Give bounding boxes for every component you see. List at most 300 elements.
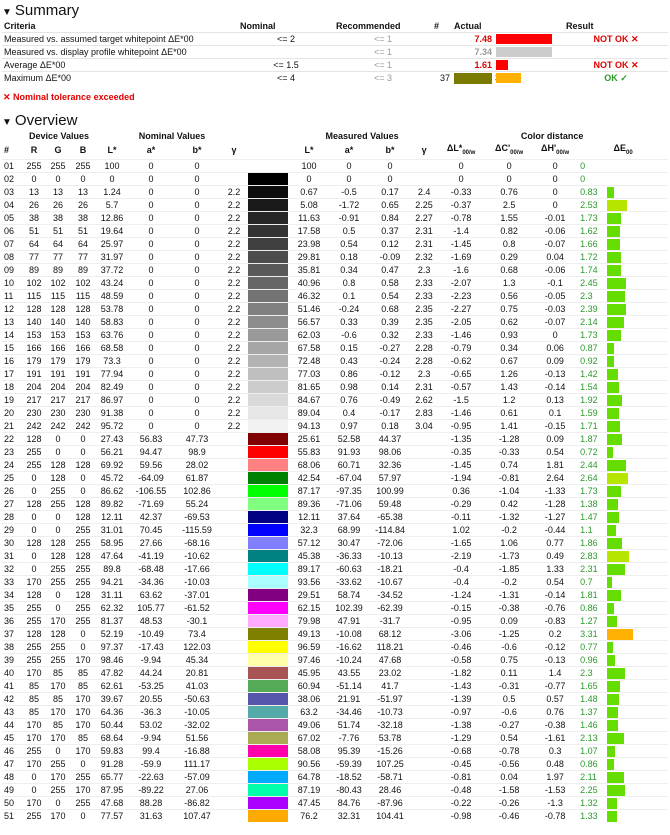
col-meas-gamma-cell: [412, 497, 436, 510]
patch-color: [248, 771, 288, 783]
col-g-cell: 38: [46, 211, 70, 224]
col-num-cell: 08: [2, 250, 22, 263]
num-cell: [432, 59, 452, 72]
patch-color: [248, 264, 288, 276]
col-meas-gamma-cell: [412, 796, 436, 809]
patch-color: [248, 290, 288, 302]
col-nom-gamma-cell: [220, 588, 248, 601]
delta-e-value: 1.92: [580, 394, 598, 405]
col-dh-header: $\Delta H'_{00/w}$: [541, 143, 570, 156]
col-g-cell: 170: [46, 614, 70, 627]
col-nom-l-cell: 58.95: [96, 536, 128, 549]
col-nom-b-cell: 45.34: [174, 653, 220, 666]
patch-swatch: [248, 692, 288, 705]
summary-row: [2, 59, 668, 72]
col-meas-gamma-cell: 2.33: [412, 276, 436, 289]
patch-color: [248, 615, 288, 627]
col-b-cell: 0: [70, 172, 96, 185]
col-meas-a-cell: -1.72: [330, 198, 368, 211]
col-r-cell: 166: [22, 341, 46, 354]
col-dh-cell: -0.76: [532, 601, 578, 614]
patch-color: [248, 407, 288, 419]
col-meas-a-cell: 52.58: [330, 432, 368, 445]
col-meas-b-cell: -65.38: [368, 510, 412, 523]
col-meas-l-cell: 89.04: [288, 406, 330, 419]
col-de-cell: [578, 484, 668, 497]
col-dc-cell: 0.93: [486, 328, 532, 341]
col-meas-a-cell: 58.74: [330, 588, 368, 601]
actual-value: 1.61: [474, 60, 492, 70]
delta-e-value: 2.11: [580, 771, 597, 782]
col-dh-cell: 1.4: [532, 666, 578, 679]
col-meas-a-cell: 0: [330, 172, 368, 185]
col-meas-l-cell: 51.46: [288, 302, 330, 315]
col-dl-cell: -1.39: [436, 692, 486, 705]
col-b-cell: 128: [70, 302, 96, 315]
col-de-cell: [578, 380, 668, 393]
col-meas-b-cell: -18.21: [368, 562, 412, 575]
delta-e-bar: [607, 668, 625, 679]
col-dl-cell: -0.79: [436, 341, 486, 354]
col-num-cell: 23: [2, 445, 22, 458]
col-dh-cell: -0.38: [532, 718, 578, 731]
col-nom-l-cell: 82.49: [96, 380, 128, 393]
col-g-cell: 85: [46, 692, 70, 705]
col-r-header: R: [30, 145, 38, 156]
col-dh-cell: -0.77: [532, 679, 578, 692]
summary-row: [2, 72, 668, 85]
delta-e-bar: [607, 564, 625, 575]
col-meas-a-cell: 0: [330, 159, 368, 172]
col-b-cell: 170: [70, 692, 96, 705]
col-meas-a-cell: 0.5: [330, 224, 368, 237]
delta-e-value: 0.7: [580, 576, 593, 587]
col-nom-b-cell: 0: [174, 380, 220, 393]
col-dh-cell: 1.97: [532, 770, 578, 783]
col-meas-gamma-cell: 2.35: [412, 302, 436, 315]
col-dh-cell: 0.49: [532, 549, 578, 562]
col-r-cell: 140: [22, 315, 46, 328]
patch-row: [2, 692, 668, 705]
col-num-cell: 28: [2, 510, 22, 523]
col-nom-gamma-cell: [220, 172, 248, 185]
col-meas-b-cell: 0.39: [368, 315, 412, 328]
col-dc-cell: 0.09: [486, 614, 532, 627]
delta-e-value: 2.31: [580, 563, 598, 574]
col-dl-cell: -1.65: [436, 536, 486, 549]
col-nom-gamma-cell: [220, 666, 248, 679]
col-r-cell: 0: [22, 549, 46, 562]
col-nom-l-cell: 27.43: [96, 432, 128, 445]
patch-row: [2, 497, 668, 510]
col-meas-l-cell: 49.13: [288, 627, 330, 640]
col-b-cell: 13: [70, 185, 96, 198]
delta-e-value: 2.64: [580, 472, 598, 483]
col-de-cell: [578, 757, 668, 770]
col-meas-gamma-header: γ: [421, 145, 427, 156]
col-num-cell: 43: [2, 705, 22, 718]
delta-e-value: 1.27: [580, 615, 598, 626]
col-dc-cell: -0.6: [486, 640, 532, 653]
col-de-cell: [578, 575, 668, 588]
col-meas-a-cell: -59.39: [330, 757, 368, 770]
col-meas-a-cell: 0.54: [330, 237, 368, 250]
col-meas-l-cell: 11.63: [288, 211, 330, 224]
col-r-cell: 85: [22, 679, 46, 692]
col-num-cell: 45: [2, 731, 22, 744]
col-meas-b-cell: -10.13: [368, 549, 412, 562]
col-g-cell: 191: [46, 367, 70, 380]
col-de-cell: [578, 679, 668, 692]
actual-bar-track: [496, 73, 552, 83]
delta-e-bar: [607, 291, 625, 302]
col-meas-l-cell: 89.17: [288, 562, 330, 575]
patch-color: [248, 303, 288, 315]
col-meas-l-cell: 67.02: [288, 731, 330, 744]
col-meas-gamma-cell: 2.4: [412, 185, 436, 198]
col-nom-a-cell: -59.9: [128, 757, 174, 770]
col-nom-a-cell: 27.66: [128, 536, 174, 549]
col-nom-l-cell: 98.46: [96, 653, 128, 666]
col-nom-gamma-cell: [220, 562, 248, 575]
nominal-values-header: Nominal Values: [138, 131, 206, 141]
col-nom-b-header: b*: [192, 145, 202, 156]
criteria-cell: Maximum ΔE*00: [2, 72, 238, 85]
col-meas-gamma-cell: 2.35: [412, 315, 436, 328]
col-r-cell: 170: [22, 575, 46, 588]
col-g-cell: 255: [46, 757, 70, 770]
patch-row: [2, 289, 668, 302]
col-nom-a-cell: 0: [128, 198, 174, 211]
col-meas-l-cell: 58.08: [288, 744, 330, 757]
patch-color: [248, 758, 288, 770]
col-dh-cell: 0: [532, 159, 578, 172]
col-nom-l-cell: 31.97: [96, 250, 128, 263]
patch-row: [2, 419, 668, 432]
delta-e-value: 0.96: [580, 654, 598, 665]
col-meas-gamma-cell: [412, 666, 436, 679]
patch-row: [2, 224, 668, 237]
col-nom-b-cell: -57.09: [174, 770, 220, 783]
col-de-cell: [578, 666, 668, 679]
col-dc-cell: -0.33: [486, 445, 532, 458]
delta-e-bar: [607, 707, 618, 718]
col-g-cell: 255: [46, 484, 70, 497]
delta-e-bar: [607, 187, 614, 198]
col-num-cell: 36: [2, 614, 22, 627]
col-b-cell: 230: [70, 406, 96, 419]
col-meas-a-cell: -7.76: [330, 731, 368, 744]
col-meas-a-cell: -0.5: [330, 185, 368, 198]
col-nom-b-cell: 41.03: [174, 679, 220, 692]
col-nom-b-cell: 0: [174, 341, 220, 354]
col-meas-a-cell: 43.55: [330, 666, 368, 679]
col-r-cell: 170: [22, 666, 46, 679]
col-de-cell: [578, 276, 668, 289]
col-g-cell: 255: [46, 640, 70, 653]
delta-e-bar: [607, 382, 619, 393]
col-de-cell: [578, 432, 668, 445]
patch-row: [2, 653, 668, 666]
col-de-cell: [578, 185, 668, 198]
col-dc-cell: 0.5: [486, 692, 532, 705]
col-meas-b-cell: 0: [368, 159, 412, 172]
col-b-header: B: [79, 145, 87, 156]
col-r-cell: 255: [22, 445, 46, 458]
col-g-cell: 0: [46, 172, 70, 185]
col-nom-b-cell: -16.88: [174, 744, 220, 757]
col-b-cell: 85: [70, 731, 96, 744]
col-nom-l-cell: 77.57: [96, 809, 128, 822]
col-nom-gamma-cell: 2.2: [220, 276, 248, 289]
col-meas-gamma-cell: [412, 471, 436, 484]
col-g-cell: 0: [46, 744, 70, 757]
col-nom-l-cell: 37.72: [96, 263, 128, 276]
col-b-cell: 0: [70, 809, 96, 822]
col-meas-gamma-cell: [412, 523, 436, 536]
patch-color: [248, 394, 288, 406]
col-dc-cell: -0.2: [486, 523, 532, 536]
patch-color: [248, 355, 288, 367]
col-meas-a-cell: -80.43: [330, 783, 368, 796]
col-b-cell: 170: [70, 705, 96, 718]
result-cell: NOT OK ✕: [564, 33, 668, 46]
col-nom-gamma-cell: 2.2: [220, 315, 248, 328]
col-dl-cell: 0: [436, 159, 486, 172]
col-meas-l-cell: 47.45: [288, 796, 330, 809]
col-dc-cell: 1.55: [486, 211, 532, 224]
col-nom-a-cell: 0: [128, 367, 174, 380]
col-meas-a-cell: 30.47: [330, 536, 368, 549]
col-dl-cell: 0.36: [436, 484, 486, 497]
col-nom-l-cell: 31.11: [96, 588, 128, 601]
col-nom-gamma-cell: [220, 614, 248, 627]
col-dc-cell: 0.42: [486, 497, 532, 510]
col-nom-b-cell: -37.01: [174, 588, 220, 601]
col-num-cell: 18: [2, 380, 22, 393]
patch-row: [2, 432, 668, 445]
col-nom-gamma-cell: [220, 757, 248, 770]
delta-e-value: 1.46: [580, 719, 598, 730]
patch-swatch: [248, 484, 288, 497]
delta-e-bar: [607, 330, 621, 341]
patch-color: [248, 212, 288, 224]
col-nom-b-cell: -10.62: [174, 549, 220, 562]
col-de-cell: [578, 523, 668, 536]
col-nom-a-cell: 48.53: [128, 614, 174, 627]
col-dc-cell: -1.85: [486, 562, 532, 575]
col-meas-l-cell: 63.2: [288, 705, 330, 718]
col-de-cell: [578, 302, 668, 315]
patch-row: [2, 809, 668, 822]
col-dh-cell: 0.57: [532, 692, 578, 705]
col-meas-gamma-cell: 2.28: [412, 341, 436, 354]
delta-e-bar: [607, 239, 620, 250]
col-dc-cell: -0.26: [486, 796, 532, 809]
col-meas-b-cell: 23.02: [368, 666, 412, 679]
col-g-cell: 85: [46, 666, 70, 679]
col-r-cell: 0: [22, 471, 46, 484]
col-meas-b-cell: -51.97: [368, 692, 412, 705]
col-r-cell: 170: [22, 757, 46, 770]
col-nom-b-cell: 0: [174, 315, 220, 328]
col-de-cell: [578, 497, 668, 510]
summary-heading[interactable]: ▼ Summary: [2, 2, 80, 19]
collapse-triangle-icon[interactable]: ▼: [2, 7, 12, 18]
col-num-cell: 20: [2, 406, 22, 419]
col-meas-a-cell: 0.97: [330, 419, 368, 432]
col-num-cell: 40: [2, 666, 22, 679]
col-nom-l-cell: 63.76: [96, 328, 128, 341]
col-g-cell: 255: [46, 575, 70, 588]
col-nom-a-cell: 44.24: [128, 666, 174, 679]
col-nom-b-cell: 27.06: [174, 783, 220, 796]
col-meas-gamma-cell: [412, 484, 436, 497]
delta-e-bar: [607, 252, 621, 263]
col-nom-l-cell: 64.36: [96, 705, 128, 718]
col-dl-cell: -1.35: [436, 432, 486, 445]
col-dl-cell: -0.48: [436, 783, 486, 796]
col-dl-cell: -0.4: [436, 562, 486, 575]
col-meas-b-cell: 0.37: [368, 224, 412, 237]
col-g-cell: 170: [46, 731, 70, 744]
patch-color: [248, 173, 288, 185]
col-meas-b-cell: -72.06: [368, 536, 412, 549]
col-nom-b-cell: 20.81: [174, 666, 220, 679]
nominal-cell: <= 2: [238, 33, 334, 46]
patch-swatch: [248, 744, 288, 757]
col-dl-cell: -1.4: [436, 224, 486, 237]
delta-e-bar: [607, 590, 621, 601]
col-meas-l-cell: 100: [288, 159, 330, 172]
col-meas-l-cell: 49.06: [288, 718, 330, 731]
col-nom-gamma-cell: 2.2: [220, 198, 248, 211]
patch-swatch: [248, 380, 288, 393]
col-nom-gamma-cell: [220, 523, 248, 536]
patch-row: [2, 237, 668, 250]
delta-e-value: 1.33: [580, 810, 598, 821]
col-nom-a-cell: -71.69: [128, 497, 174, 510]
col-meas-l-cell: 35.81: [288, 263, 330, 276]
patch-swatch: [248, 224, 288, 237]
col-nom-gamma-cell: [220, 549, 248, 562]
patch-color: [248, 589, 288, 601]
col-meas-l-cell: 29.81: [288, 250, 330, 263]
delta-e-bar: [607, 434, 622, 445]
col-nom-l-cell: 1.24: [96, 185, 128, 198]
delta-e-value: 1.73: [580, 485, 598, 496]
col-meas-l-cell: 67.58: [288, 341, 330, 354]
col-nom-gamma-cell: [220, 484, 248, 497]
col-b-cell: 255: [70, 614, 96, 627]
col-meas-b-cell: -15.26: [368, 744, 412, 757]
actual-bar-track: [496, 47, 552, 57]
col-b-cell: 191: [70, 367, 96, 380]
col-r-cell: 255: [22, 744, 46, 757]
patch-row: [2, 796, 668, 809]
col-nom-gamma-cell: [220, 627, 248, 640]
col-meas-l-cell: 90.56: [288, 757, 330, 770]
col-num-cell: 26: [2, 484, 22, 497]
col-r-cell: 230: [22, 406, 46, 419]
col-de-cell: [578, 796, 668, 809]
patch-color: [248, 745, 288, 757]
col-dc-cell: 1.43: [486, 380, 532, 393]
col-meas-l-cell: 64.78: [288, 770, 330, 783]
col-nom-b-cell: 0: [174, 172, 220, 185]
col-nom-l-cell: 69.92: [96, 458, 128, 471]
col-nom-l-cell: 58.83: [96, 315, 128, 328]
col-meas-a-header: a*: [344, 145, 354, 156]
col-g-cell: 13: [46, 185, 70, 198]
actual-cell: [452, 33, 494, 46]
col-nom-a-cell: 42.37: [128, 510, 174, 523]
patch-row: [2, 783, 668, 796]
col-meas-b-cell: 0.68: [368, 302, 412, 315]
col-r-cell: 128: [22, 497, 46, 510]
col-g-cell: 0: [46, 601, 70, 614]
col-num-cell: 34: [2, 588, 22, 601]
patch-swatch: [248, 354, 288, 367]
col-dc-cell: 0.75: [486, 302, 532, 315]
col-nom-l-cell: 12.11: [96, 510, 128, 523]
col-b-cell: 255: [70, 536, 96, 549]
col-dh-cell: -0.15: [532, 419, 578, 432]
col-dh-cell: 0.2: [532, 627, 578, 640]
delta-e-value: 1.42: [580, 368, 598, 379]
col-b-cell: 85: [70, 666, 96, 679]
col-meas-a-cell: -10.08: [330, 627, 368, 640]
col-nom-a-cell: 94.47: [128, 445, 174, 458]
col-nom-a-cell: -41.19: [128, 549, 174, 562]
patch-swatch: [248, 237, 288, 250]
col-meas-b-cell: 0.14: [368, 380, 412, 393]
col-r-cell: 179: [22, 354, 46, 367]
col-num-cell: 01: [2, 159, 22, 172]
collapse-triangle-icon[interactable]: ▼: [2, 117, 12, 128]
delta-e-bar: [607, 499, 618, 510]
col-nom-a-cell: 59.56: [128, 458, 174, 471]
actual-bar-fill: [496, 73, 521, 83]
col-de-cell: [578, 653, 668, 666]
col-nom-l-cell: 0: [96, 172, 128, 185]
actual-bar-cell: [494, 72, 564, 85]
col-nom-a-cell: 105.77: [128, 601, 174, 614]
col-dl-cell: -1.69: [436, 250, 486, 263]
col-dh-cell: -1.53: [532, 783, 578, 796]
col-meas-l-cell: 62.15: [288, 601, 330, 614]
col-num-cell: 05: [2, 211, 22, 224]
col-meas-l-cell: 56.57: [288, 315, 330, 328]
col-meas-gamma-cell: [412, 744, 436, 757]
col-meas-b-cell: 0.54: [368, 289, 412, 302]
col-meas-a-cell: 51.74: [330, 718, 368, 731]
col-dh-cell: -0.83: [532, 614, 578, 627]
col-nom-l-cell: 47.64: [96, 549, 128, 562]
patch-row: [2, 601, 668, 614]
col-nom-l-cell: 91.28: [96, 757, 128, 770]
col-meas-gamma-cell: [412, 432, 436, 445]
col-dl-cell: -0.46: [436, 640, 486, 653]
col-meas-a-cell: 0.15: [330, 341, 368, 354]
delta-e-value: 1.37: [580, 706, 598, 717]
col-dc-cell: -0.81: [486, 471, 532, 484]
col-meas-a-cell: -34.46: [330, 705, 368, 718]
col-nom-b-cell: 0: [174, 419, 220, 432]
patch-swatch: [248, 471, 288, 484]
overview-heading[interactable]: ▼ Overview: [2, 112, 78, 129]
col-nom-b-cell: -86.82: [174, 796, 220, 809]
